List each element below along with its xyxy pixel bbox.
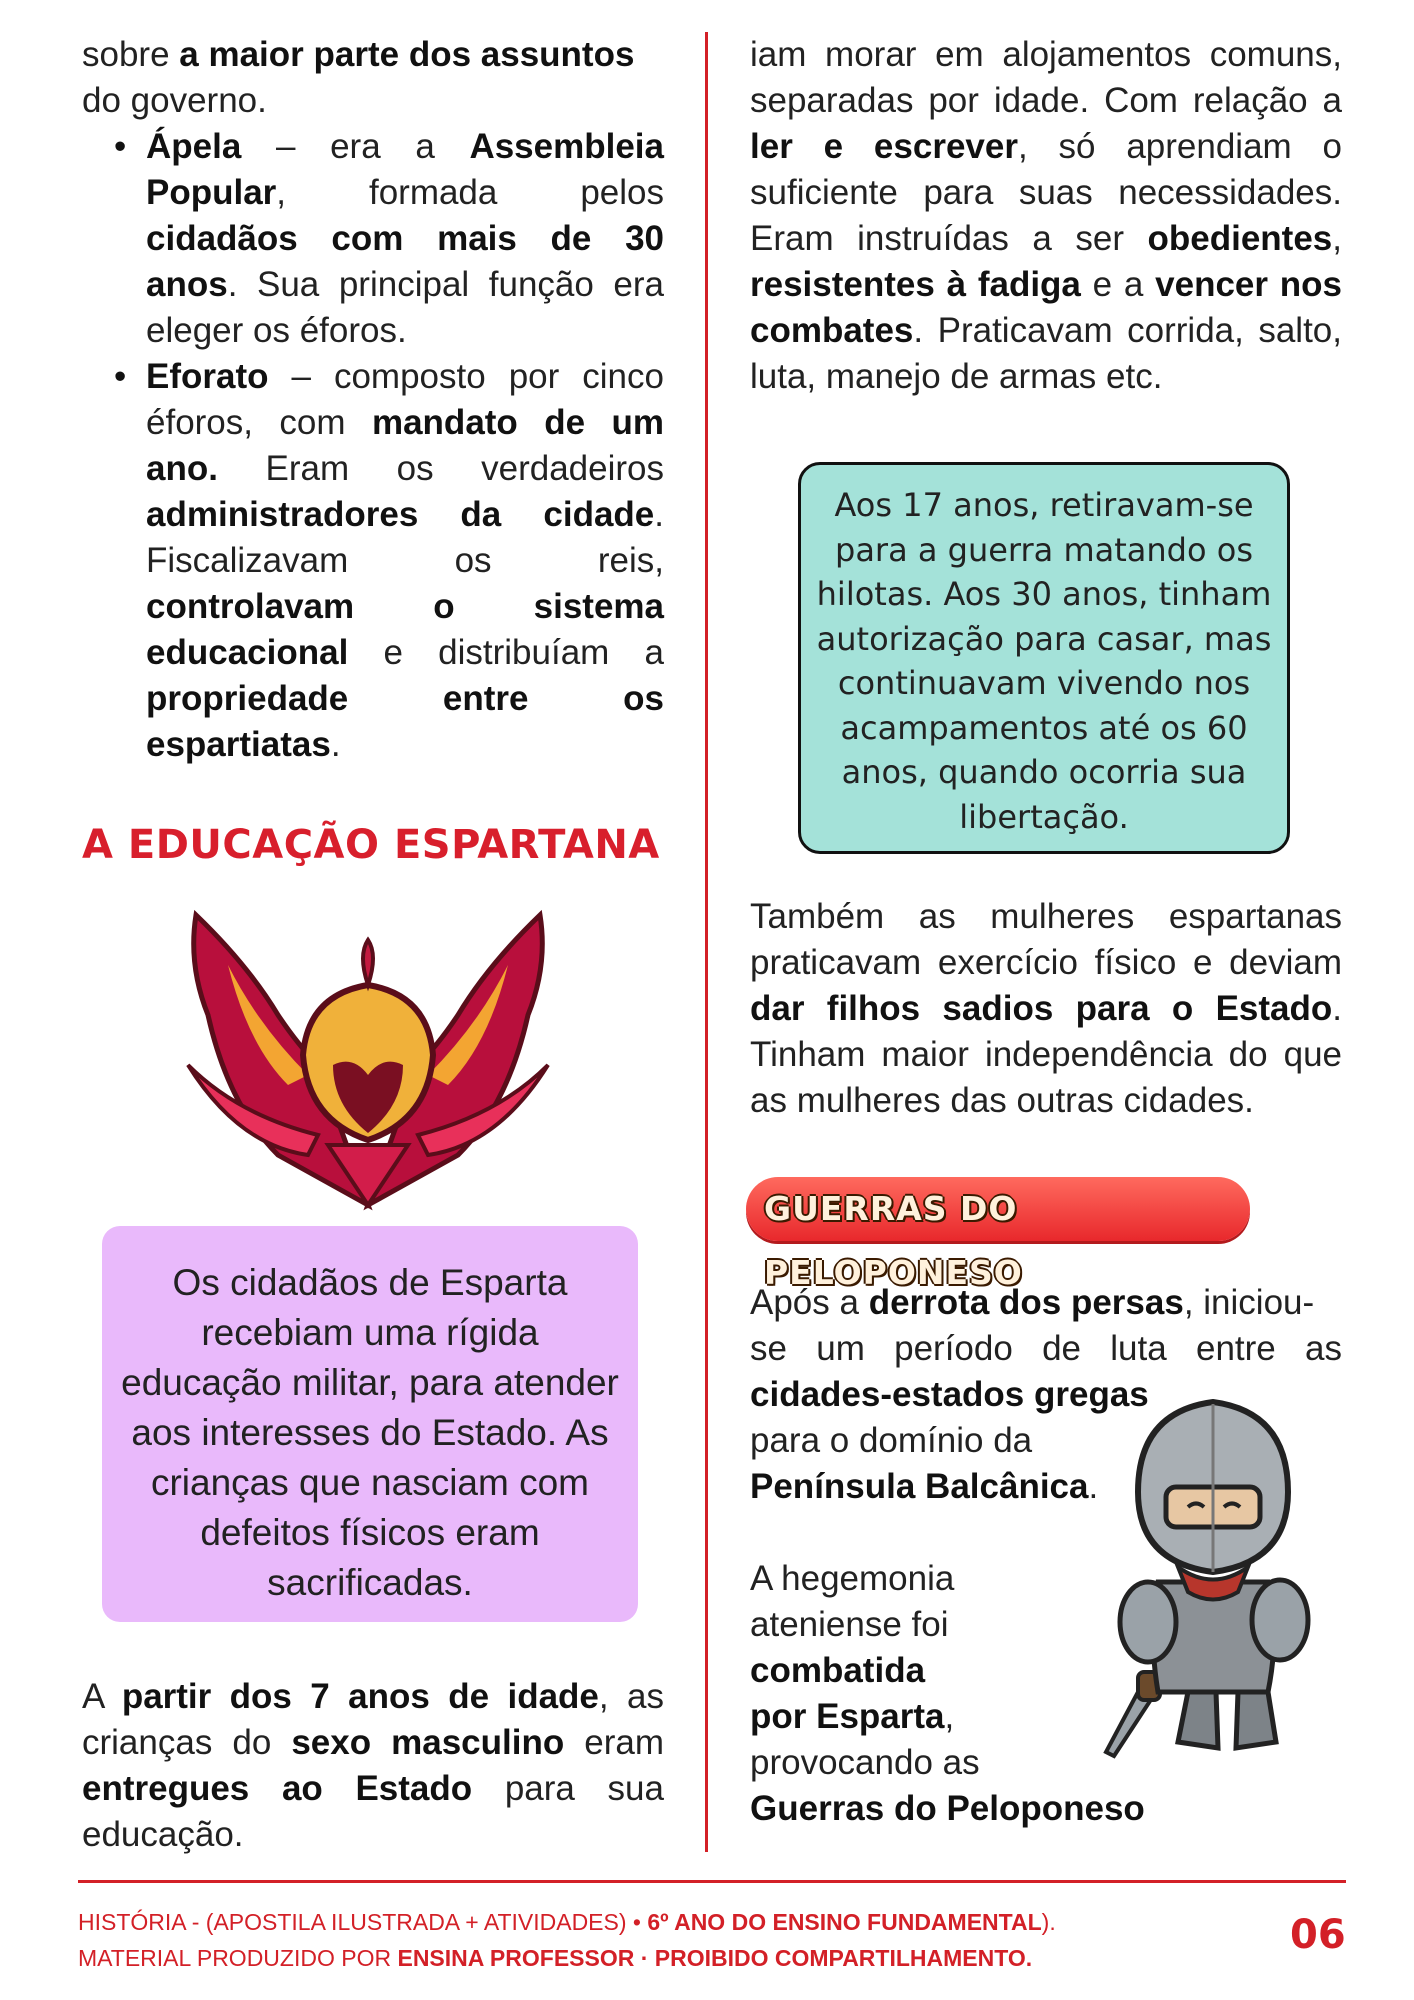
women-paragraph: Também as mulheres espartanas praticavam exercício físico e deviam dar filhos sadios para o Estado. Tinham maior independência do que as mulheres das outras cidades.: [750, 897, 1342, 1120]
training-paragraph: iam morar em alojamentos comuns, separadas por idade. Com relação a ler e escrever, só aprendiam o suficiente para suas necessidades. Eram instruídas a ser obedientes, resistentes à fadiga e a vencer nos combates. Praticavam corrida, salto, luta, manejo de armas etc.: [750, 35, 1343, 396]
section-title: A EDUCAÇÃO ESPARTANA: [82, 822, 660, 868]
war-line-4: para o domínio da: [750, 1421, 1033, 1460]
boys-education-paragraph: A partir dos 7 anos de idade, as crianças do sexo masculino eram entregues ao Estado para sua educação.: [82, 1677, 664, 1854]
war-line-5: Península Balcânica.: [750, 1467, 1099, 1506]
military-age-text: Aos 17 anos, retiravam-se para a guerra matando os hilotas. Aos 30 anos, tinham autorização para casar, mas continuavam vivendo nos acampamentos até os 60 anos, quando ocorria sua libertação.: [816, 486, 1272, 836]
knight-illustration-icon: [1098, 1392, 1326, 1760]
government-list: [82, 124, 664, 768]
military-age-box: [798, 462, 1290, 854]
education-info-box: [102, 1226, 638, 1622]
list-item-apela: • Ápela – era a Assembleia Popular, formada pelos cidadãos com mais de 30 anos. Sua principal função era eleger os éforos.: [146, 124, 664, 354]
war-line-1: Após a derrota dos persas, iniciou-: [750, 1283, 1315, 1322]
hegemony-line-2: ateniense foi: [750, 1605, 949, 1644]
page-number: 06: [1290, 1912, 1346, 1958]
hegemony-line-1: A hegemonia: [750, 1559, 955, 1598]
hegemony-line-4: por Esparta,: [750, 1697, 955, 1736]
footer-divider: [78, 1880, 1346, 1883]
list-item-eforato: • Eforato – composto por cinco éforos, com mandato de um ano. Eram os verdadeiros administradores da cidade. Fiscalizavam os reis, controlavam o sistema educacional e distribuíam a propriedade entre os espartiatas.: [146, 354, 664, 768]
right-column-top: [750, 32, 1342, 400]
hegemony-line-5: provocando as: [750, 1743, 980, 1782]
left-column: [82, 32, 664, 768]
footer-line-2: MATERIAL PRODUZIDO POR ENSINA PROFESSOR · PROIBIDO COMPARTILHAMENTO.: [78, 1945, 1033, 1971]
footer: [78, 1904, 1056, 1976]
hegemony-line-6: Guerras do Peloponeso: [750, 1789, 1145, 1828]
peloponnesian-wars-heading: GUERRAS DO PELOPONESO: [746, 1177, 1250, 1241]
column-divider: [705, 32, 708, 1852]
education-info-text: Os cidadãos de Esparta recebiam uma rígida educação militar, para atender aos interesses do Estado. As crianças que nasciam com defeitos físicos eram sacrificadas.: [121, 1262, 619, 1603]
footer-line-1: HISTÓRIA - (APOSTILA ILUSTRADA + ATIVIDADES) • 6º ANO DO ENSINO FUNDAMENTAL).: [78, 1909, 1056, 1935]
hegemony-line-3: combatida: [750, 1651, 926, 1690]
war-line-2: se um período de luta entre as: [750, 1329, 1342, 1368]
spartan-bird-emblem-icon: [168, 905, 568, 1225]
left-bottom-paragraph-wrap: [82, 1674, 664, 1858]
intro-paragraph: sobre a maior parte dos assuntos do governo.: [82, 35, 635, 120]
war-line-3: cidades-estados gregas: [750, 1375, 1149, 1414]
women-paragraph-wrap: [750, 894, 1342, 1124]
